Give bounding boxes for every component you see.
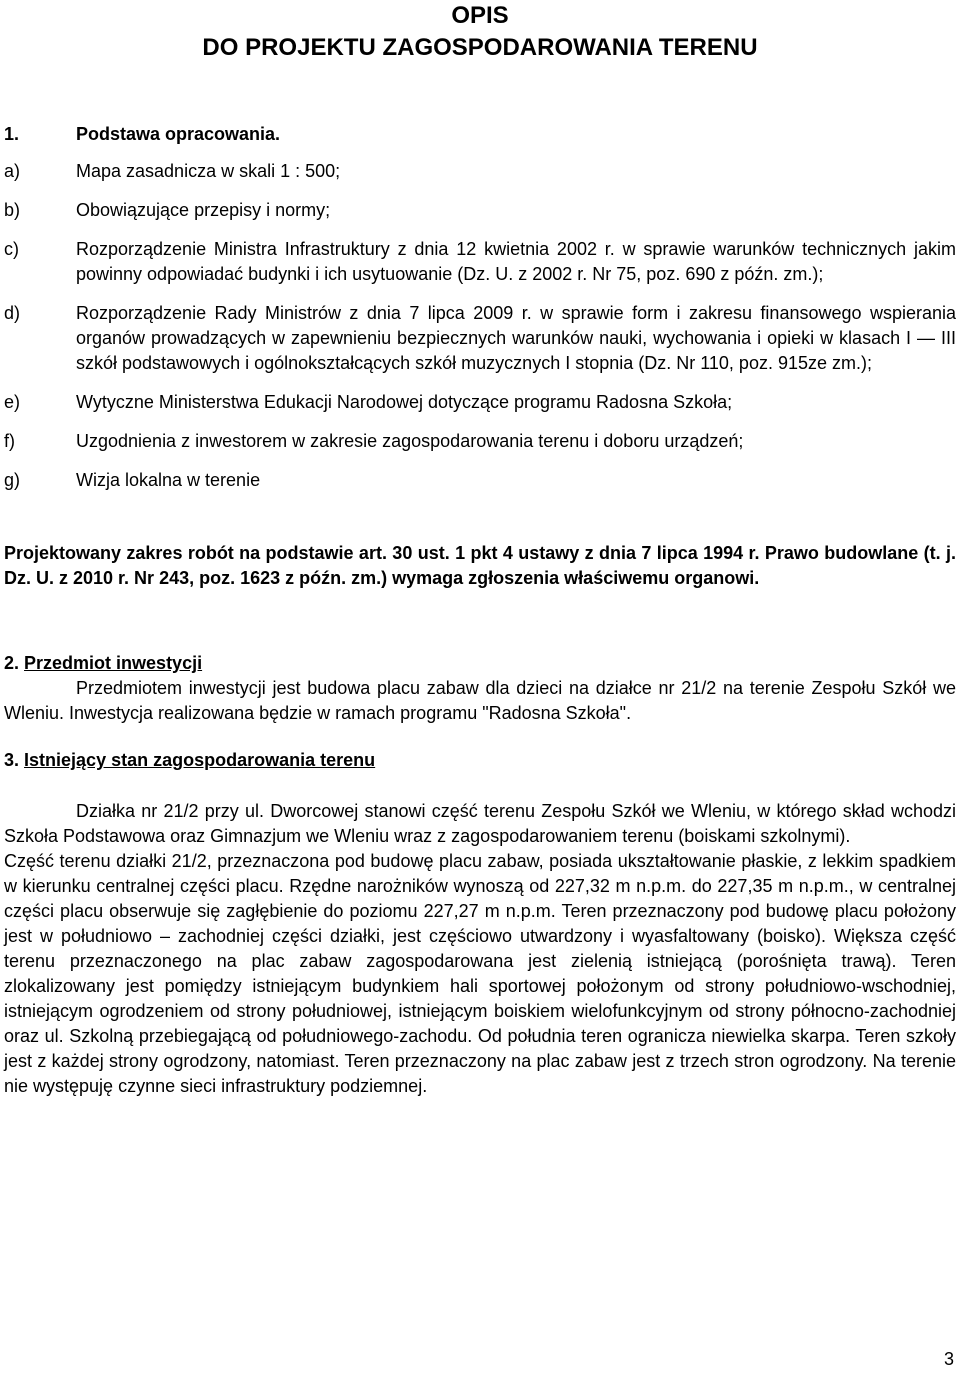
- list-item-label: a): [4, 161, 21, 181]
- list-item: [4, 301, 956, 376]
- list-item-label: f): [4, 431, 15, 451]
- section-2-number: 2.: [4, 653, 20, 673]
- list-item-text: Mapa zasadnicza w skali 1 : 500;: [76, 161, 341, 181]
- list-item-text: Uzgodnienia z inwestorem w zakresie zagospodarowania terenu i doboru urządzeń;: [76, 431, 744, 451]
- document-title: [4, 0, 956, 64]
- section-2-text: Przedmiotem inwestycji jest budowa placu zabaw dla dzieci na działce nr 21/2 na terenie Zespołu Szkół we Wleniu. Inwestycja realizowana będzie w ramach programu "Radosna Szkoła".: [4, 678, 956, 723]
- section-2-title: Przedmiot inwestycji: [24, 653, 203, 673]
- page-number: 3: [943, 1349, 954, 1369]
- list-item-text: Rozporządzenie Ministra Infrastruktury z dnia 12 kwietnia 2002 r. w sprawie warunków technicznych jakim powinny odpowiadać budynki i ich usytuowanie (Dz. U. z 2002 r. Nr 75, poz. 690 z późn. zm.);: [76, 239, 956, 284]
- list-item-label: e): [4, 392, 21, 412]
- list-item-text: Wytyczne Ministerstwa Edukacji Narodowej dotyczące programu Radosna Szkoła;: [76, 392, 733, 412]
- list-item-label: c): [4, 239, 19, 259]
- document-page: [4, 0, 956, 1099]
- list-item-label: d): [4, 303, 21, 323]
- section-3-paragraph-1: Działka nr 21/2 przy ul. Dworcowej stanowi część terenu Zespołu Szkół we Wleniu, w którego skład wchodzi Szkoła Podstawowa oraz Gimnazjum we Wleniu wraz z zagospodarowaniem terenu (boiskami szkolnymi).: [4, 801, 956, 846]
- list-item-text: Obowiązujące przepisy i normy;: [76, 200, 331, 220]
- list-item-label: b): [4, 200, 21, 220]
- section-3-number: 3.: [4, 750, 20, 770]
- list-item-label: g): [4, 470, 21, 490]
- basis-list: [4, 159, 956, 493]
- section-3-title: Istniejący stan zagospodarowania terenu: [24, 750, 376, 770]
- section-1-title: Podstawa opracowania.: [76, 124, 281, 144]
- list-item: [4, 159, 956, 184]
- section-1-number: 1.: [4, 124, 20, 144]
- section-3-heading: [4, 748, 956, 773]
- section-2-heading: [4, 651, 956, 676]
- list-item-text: Rozporządzenie Rady Ministrów z dnia 7 lipca 2009 r. w sprawie form i zakresu finansowego wspierania organów prowadzących w zapewnieniu bezpiecznych warunków nauki, wychowania i opieki w klasach I — III szkół podstawowych i ogólnokształcących szkół muzycznych I stopnia (Dz. Nr 110, poz. 915ze zm.);: [76, 303, 956, 373]
- list-item: [4, 198, 956, 223]
- list-item: [4, 429, 956, 454]
- legal-note: Projektowany zakres robót na podstawie art. 30 ust. 1 pkt 4 ustawy z dnia 7 lipca 1994 r. Prawo budowlane (t. j. Dz. U. z 2010 r. Nr 243, poz. 1623 z późn. zm.) wymaga zgłoszenia właściwemu organowi.: [4, 543, 956, 588]
- section-3-body: [4, 799, 956, 1099]
- list-item: [4, 390, 956, 415]
- section-3-paragraph-2: Część terenu działki 21/2, przeznaczona pod budowę placu zabaw, posiada ukształtowanie płaskie, z lekkim spadkiem w kierunku centralnej części placu. Rzędne narożników wynoszą od 227,32 m n.p.m. do 227,35 m n.p.m., w centralnej części placu obserwuje się zagłębienie do poziomu 227,27 m n.p.m. Teren przeznaczony pod budowę placu położony jest w południowo – zachodniej części działki, jest częściowo utwardzony i wyasfaltowany (boisko). Większa część terenu przeznaczonego na plac zabaw zagospodarowana jest zielenią istniejącą (porośnięta trawą). Teren zlokalizowany jest pomiędzy istniejącym budynkiem hali sportowej położonym od strony południowo-wschodniej, istniejącym ogrodzeniem od strony południowej, istniejącym boiskiem wielofunkcyjnym od strony północno-zachodniej oraz ul. Szkolną przebiegającą od południowego-zachodu. Od południa teren ogranicza niewielka skarpa. Teren szkoły jest z każdej strony ogrodzony, natomiast. Teren przeznaczony na plac zabaw jest z trzech stron ogrodzony. Na terenie nie występuję czynne sieci infrastruktury podziemnej.: [4, 851, 956, 1096]
- list-item: [4, 237, 956, 287]
- title-line-2: DO PROJEKTU ZAGOSPODAROWANIA TERENU: [202, 34, 758, 61]
- section-1-heading: [4, 122, 956, 147]
- list-item-text: Wizja lokalna w terenie: [76, 470, 261, 490]
- title-line-1: OPIS: [451, 2, 509, 29]
- list-item: [4, 468, 956, 493]
